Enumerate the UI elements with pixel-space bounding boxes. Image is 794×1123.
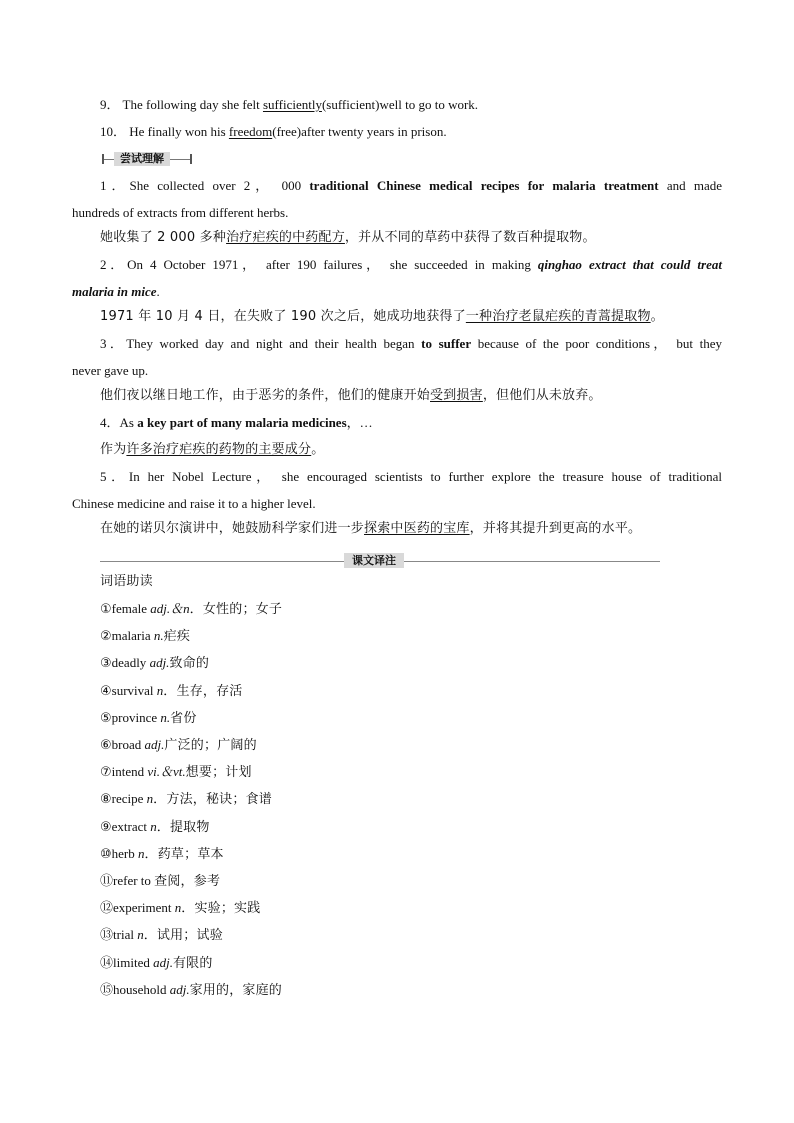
vocab-item — [100, 736, 257, 755]
vocab-number: ⑧ — [100, 792, 112, 808]
key-phrase: qinghao extract that could treat — [537, 257, 722, 272]
zh-underlined: 治疗疟疾的中药配方 — [226, 230, 345, 245]
vocab-word: trial — [113, 927, 138, 943]
vocab-item — [100, 600, 282, 619]
section-tag-try — [102, 150, 192, 170]
vocab-number: ⑩ — [100, 846, 112, 862]
vocab-pos: n — [150, 818, 157, 834]
vocab-definition: 省份 — [170, 710, 197, 726]
item-number: 3． — [100, 336, 127, 351]
vocab-definition: ．女性的；女子 — [189, 602, 283, 617]
zh-text: 作为 — [100, 442, 127, 457]
item-text: As — [119, 415, 138, 430]
try-item-5-en-cont — [72, 495, 316, 513]
item-number: 5． — [100, 469, 129, 484]
vocab-item — [100, 926, 223, 945]
vocab-word: extract — [111, 818, 151, 834]
try-item-1-zh — [100, 229, 596, 247]
vocab-item — [100, 981, 282, 1000]
item-text: (free)after twenty years in prison. — [272, 124, 447, 139]
try-item-5-zh — [100, 520, 641, 538]
key-phrase: malaria in mice — [72, 284, 157, 299]
vocab-definition: ．生存，存活 — [163, 683, 243, 699]
vocab-word: female — [111, 601, 151, 616]
key-phrase: traditional Chinese medical recipes for malaria treatment — [309, 178, 659, 193]
vocab-definition: ．试用；试验 — [143, 928, 223, 944]
vocab-item — [100, 872, 220, 891]
zh-text: 在她的诺贝尔演讲中，她鼓励科学家们进一步 — [100, 521, 365, 536]
section-title: 课文译注 — [344, 553, 404, 568]
vocab-pos: vi.＆vt. — [147, 764, 186, 780]
vocab-item — [100, 682, 243, 701]
zh-text: ，但他们从未放弃。 — [482, 388, 602, 403]
try-item-2-en-cont — [72, 283, 160, 301]
vocab-number: ⑫ — [100, 901, 114, 917]
zh-text: 她收集了 2 000 多种 — [100, 230, 227, 245]
item-number: 10． — [100, 124, 127, 139]
vocab-word: survival — [111, 682, 157, 698]
item-text: hundreds of extracts from different herbs. — [72, 205, 289, 220]
item-number: 1． — [100, 178, 130, 193]
section-divider-notes — [100, 552, 660, 568]
vocab-word: broad — [111, 737, 145, 752]
zh-text: ，并将其提升到更高的水平。 — [469, 521, 642, 536]
vocab-item — [100, 790, 272, 809]
vocab-number: ③ — [100, 656, 112, 672]
item-text: (sufficient)well to go to work. — [321, 97, 479, 112]
vocab-definition: 疟疾 — [163, 629, 191, 645]
vocab-pos: n — [174, 900, 182, 916]
vocab-pos: n. — [153, 628, 164, 644]
vocab-number: ① — [100, 602, 112, 617]
key-phrase: a key part of many malaria medicines — [137, 415, 347, 430]
exercise-item-9 — [100, 96, 478, 114]
vocab-definition: 广泛的；广阔的 — [164, 738, 257, 753]
vocab-item — [100, 845, 224, 864]
vocab-pos: n. — [160, 709, 171, 725]
key-phrase: to suffer — [421, 336, 472, 351]
zh-text: 他们夜以继日地工作，由于恶劣的条件，他们的健康开始 — [100, 388, 431, 403]
zh-text: ，并从不同的草药中获得了数百种提取物。 — [344, 230, 596, 245]
item-text: In her Nobel Lecture， she encouraged scientists to further explore the treasure house of traditional — [128, 469, 722, 484]
item-text: and made — [658, 178, 722, 193]
vocab-item — [100, 709, 197, 728]
try-item-1-en — [100, 177, 722, 195]
vocab-item — [100, 654, 209, 673]
item-text: On 4 October 1971， after 190 failures， she succeeded in making — [127, 257, 538, 272]
vocab-definition: ．实验；实践 — [181, 901, 261, 917]
vocab-pos: adj. — [149, 655, 170, 671]
vocab-number: ⑭ — [100, 955, 114, 971]
try-item-3-zh — [100, 387, 602, 405]
vocab-number: ⑨ — [100, 819, 112, 835]
try-item-1-en-cont — [72, 204, 288, 222]
zh-text: 。 — [311, 442, 325, 457]
exercise-item-10 — [100, 123, 447, 141]
vocab-item — [100, 763, 252, 782]
tag-cap-right — [184, 154, 192, 164]
zh-text: 1971 年 10 月 4 日，在失败了 190 次之后，她成功地获得了 — [100, 309, 466, 324]
vocab-item — [100, 818, 210, 837]
item-text: They worked day and night and their health began — [126, 336, 422, 351]
vocab-pos: n — [146, 791, 154, 807]
item-text: He finally won his — [129, 124, 229, 139]
vocab-definition: 查阅，参考 — [154, 874, 221, 889]
vocab-item — [100, 899, 260, 918]
vocab-number: ⑬ — [100, 928, 114, 944]
vocab-number: ④ — [100, 683, 112, 699]
try-item-2-en — [100, 256, 722, 274]
answer-word: freedom — [228, 124, 273, 139]
vocab-definition: ．提取物 — [156, 819, 210, 835]
vocab-word: herb — [111, 845, 139, 861]
vocab-definition: 家用的，家庭的 — [189, 982, 282, 998]
vocab-number: ⑮ — [100, 982, 114, 998]
vocab-pos: adj. — [144, 737, 165, 752]
item-text: . — [156, 284, 160, 299]
item-text: never gave up. — [72, 363, 149, 378]
item-text: Chinese medicine and raise it to a higher level. — [72, 496, 316, 511]
item-number: 2． — [100, 257, 128, 272]
vocab-number: ⑪ — [100, 874, 114, 889]
vocab-word: intend — [111, 764, 148, 780]
vocab-word: recipe — [111, 791, 147, 807]
section-title: 尝试理解 — [114, 152, 170, 166]
vocab-definition: ．方法，秘诀；食谱 — [153, 792, 272, 808]
vocab-pos: n — [137, 927, 144, 943]
vocab-word: limited — [113, 954, 154, 970]
item-text: because of the poor conditions， but they — [471, 336, 722, 351]
vocab-number: ⑤ — [100, 710, 112, 726]
vocab-word: malaria — [111, 628, 154, 644]
vocab-word: household — [113, 981, 170, 997]
item-text: She collected over 2， 000 — [129, 178, 310, 193]
zh-text: 。 — [650, 309, 664, 324]
vocab-definition: 想要；计划 — [185, 765, 252, 781]
vocab-pos: adj. — [169, 981, 190, 997]
vocab-pos: n — [138, 845, 145, 861]
vocab-definition: ．药草；草本 — [144, 846, 224, 862]
zh-underlined: 受到损害 — [430, 388, 483, 403]
vocab-definition: 致命的 — [169, 656, 210, 672]
vocab-word: refer to — [113, 873, 155, 888]
try-item-2-zh — [100, 308, 664, 326]
answer-word: sufficiently — [262, 97, 322, 112]
item-text: ，… — [346, 415, 373, 430]
tag-cap-left — [102, 154, 110, 164]
item-number: 4． — [100, 415, 120, 430]
vocab-number: ② — [100, 629, 112, 645]
vocab-pos: adj.＆n — [150, 601, 190, 616]
vocab-word: deadly — [111, 655, 150, 671]
vocab-number: ⑥ — [100, 738, 112, 753]
vocab-item — [100, 627, 190, 646]
vocab-number: ⑦ — [100, 765, 112, 781]
zh-underlined: 一种治疗老鼠疟疾的青蒿提取物 — [465, 309, 651, 324]
vocab-subtitle: 词语助读 — [100, 574, 153, 589]
vocab-definition: 有限的 — [172, 955, 213, 971]
item-number: 9． — [100, 97, 120, 112]
vocab-pos: n — [156, 682, 164, 698]
vocab-word: experiment — [113, 900, 175, 916]
item-text: The following day she felt — [122, 97, 263, 112]
vocab-word: province — [111, 709, 161, 725]
vocab-item — [100, 954, 213, 973]
zh-underlined: 探索中医药的宝库 — [364, 521, 470, 536]
zh-underlined: 许多治疗疟疾的药物的主要成分 — [126, 442, 312, 457]
try-item-5-en — [100, 468, 722, 486]
try-item-3-en-cont — [72, 362, 148, 380]
try-item-4-zh — [100, 441, 324, 459]
vocab-pos: adj. — [153, 954, 173, 970]
try-item-4-en — [100, 414, 373, 432]
try-item-3-en — [100, 335, 722, 353]
